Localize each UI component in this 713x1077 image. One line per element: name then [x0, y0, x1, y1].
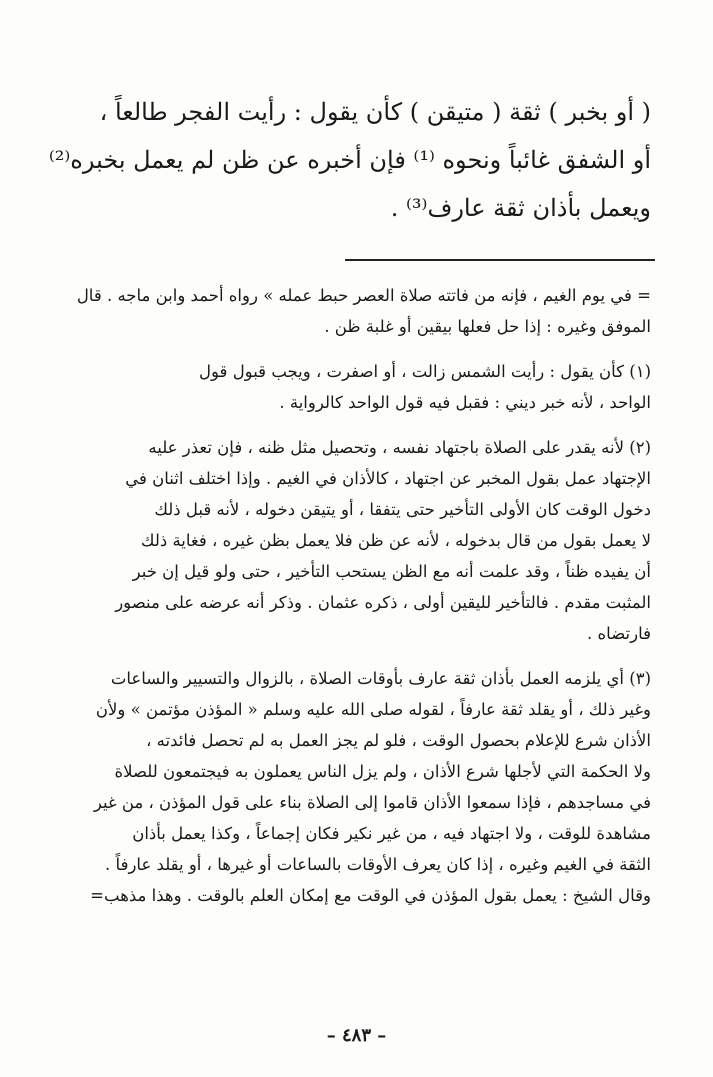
footnote-line: مشاهدة للوقت ، ولا اجتهاد فيه ، من غير نكير فكان إجماعاً ، وكذا يعمل بأذان — [132, 824, 651, 843]
footnote-line: = في يوم الغيم ، فإنه من فاتته صلاة العصر حبط عمله » رواه أحمد وابن ماجه . قال — [76, 286, 651, 305]
footnote-line: (٣) أي يلزمه العمل بأذان ثقة عارف بأوقات الصلاة ، بالزوال والتسيير والساعات — [110, 669, 651, 688]
main-text-line: أو الشفق غائباً ونحوه ⁽¹⁾ فإن أخبره عن ظن لم يعمل بخبره⁽²⁾ — [48, 146, 651, 174]
footnote-line: (٢) لأنه يقدر على الصلاة باجتهاد نفسه ، وتحصيل مثل ظنه ، فإن تعذر عليه — [148, 438, 651, 457]
footnote-line: الإجتهاد عمل بقول المخبر عن اجتهاد ، كالأذان في الغيم . وإذا اختلف اثنان في — [125, 469, 651, 488]
page-number: – ٤٨٣ – — [326, 1025, 387, 1046]
footnotes — [62, 280, 651, 925]
footnote-separator — [345, 259, 655, 261]
footnote-line: فارتضاه . — [587, 624, 651, 643]
footnote-line: وقال الشيخ : يعمل بقول المؤذن في الوقت مع إمكان العلم بالوقت . وهذا مذهب= — [90, 886, 651, 905]
footnote-line: في مساجدهم ، فإذا سمعوا الأذان قاموا إلى الصلاة بناء على قول المؤذن ، من غير — [93, 793, 651, 812]
footnote-line: الثقة في الغيم وغيره ، إذا كان يعرف الأوقات بالساعات أو غيرها ، أو يقلد عارفاً . — [105, 855, 651, 874]
footnote-3 — [62, 663, 651, 911]
footnote-line: دخول الوقت كان الأولى التأخير حتى يتفقا ، أو يتيقن دخوله ، لأنه قبل ذلك — [154, 500, 651, 519]
main-text-line: ويعمل بأذان ثقة عارف⁽³⁾ . — [390, 194, 651, 222]
footnote-1 — [62, 356, 651, 418]
footnote-line: الواحد ، لأنه خبر ديني : فقبل فيه قول الواحد كالرواية . — [279, 393, 651, 412]
footnote-line: (١) كأن يقول : رأيت الشمس زالت ، أو اصفرت ، ويجب قبول قول — [199, 362, 651, 381]
main-text-line: ( أو بخبر ) ثقة ( متيقن ) كأن يقول : رأيت الفجر طالعاً ، — [99, 98, 651, 126]
main-text — [48, 88, 651, 232]
footnote-line: الموفق وغيره : إذا حل فعلها بيقين أو غلبة ظن . — [324, 317, 651, 336]
footnote-line: المثبت مقدم . فالتأخير لليقين أولى ، ذكره عثمان . وذكر أنه عرضه على منصور — [115, 593, 651, 612]
footnote-line: الأذان شرع للإعلام بحصول الوقت ، فلو لم يجز العمل به لم تحصل فائدته ، — [146, 731, 651, 750]
footnote-line: ولا الحكمة التي لأجلها شرع الأذان ، ولم يزل الناس يعملون به فيجتمعون للصلاة — [114, 762, 651, 781]
footnote-line: أن يفيده ظناً ، وقد علمت أنه مع الظن يستحب التأخير ، حتى ولو قيل إن خبر — [132, 562, 651, 581]
footnote-line: وغير ذلك ، أو يقلد ثقة عارفاً ، لقوله صلى الله عليه وسلم « المؤذن مؤتمن » ولأن — [95, 700, 651, 719]
footnote-continuation — [62, 280, 651, 342]
footnote-2 — [62, 432, 651, 649]
footnote-line: لا يعمل بقول من قال بدخوله ، لأنه عن ظن فلا يعمل بظن غيره ، فغاية ذلك — [140, 531, 651, 550]
